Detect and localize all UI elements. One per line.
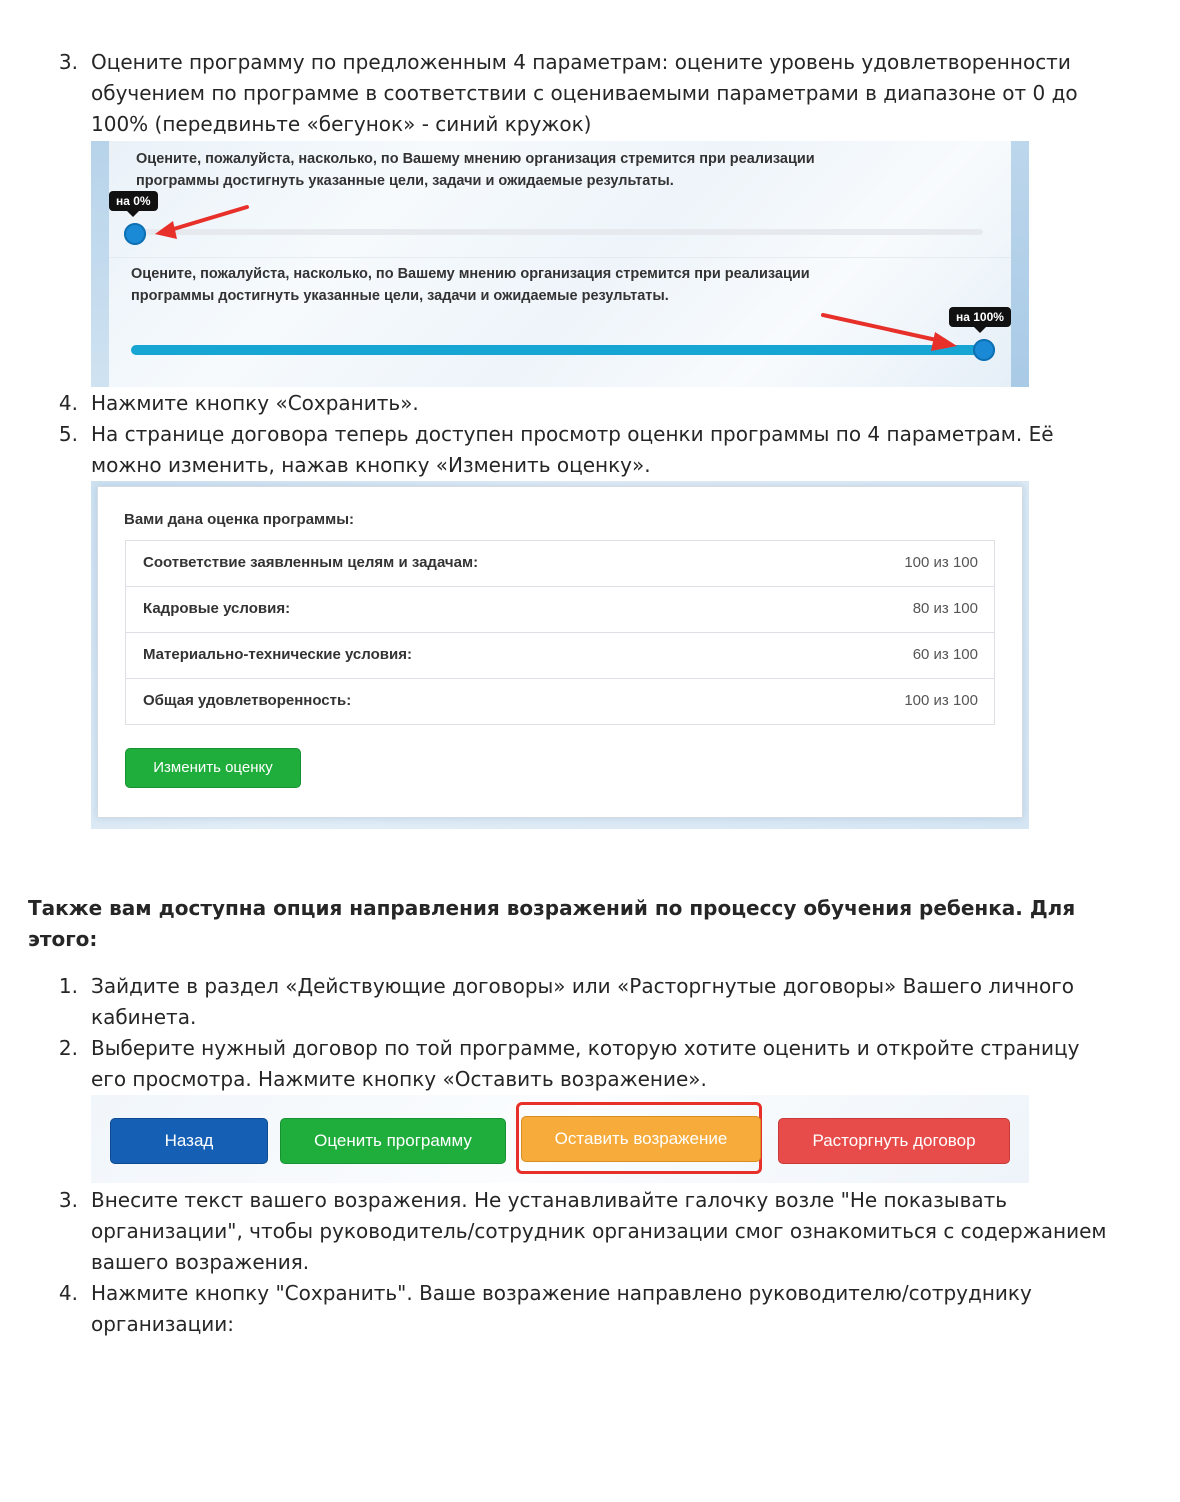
row-label: Общая удовлетворенность:	[143, 692, 352, 709]
question-text: программы достигнуть указанные цели, задачи и ожидаемые результаты.	[131, 288, 669, 304]
list-item-text: кабинета.	[91, 1005, 197, 1029]
list-number: 3.	[58, 1188, 78, 1212]
rating-table	[125, 540, 995, 725]
list-number: 5.	[58, 422, 78, 446]
list-item-text: На странице договора теперь доступен просмотр оценки программы по 4 параметрам. Её	[91, 422, 1054, 446]
list-item-text: Зайдите в раздел «Действующие договоры» или «Расторгнутые договоры» Вашего личного	[91, 974, 1074, 998]
table-row	[126, 541, 994, 587]
question-text: Оцените, пожалуйста, насколько, по Вашему мнению организация стремится при реализации	[136, 151, 815, 167]
row-value: 100 из 100	[904, 692, 978, 709]
slider-track[interactable]	[135, 229, 983, 235]
list-number: 4.	[58, 391, 78, 415]
row-label: Соответствие заявленным целям и задачам:	[143, 554, 479, 571]
rate-program-button[interactable]: Оценить программу	[280, 1118, 506, 1164]
row-value: 60 из 100	[912, 646, 978, 663]
row-label: Кадровые условия:	[143, 600, 291, 617]
red-arrow-icon	[817, 309, 967, 355]
row-value: 100 из 100	[904, 554, 978, 571]
question-text: программы достигнуть указанные цели, задачи и ожидаемые результаты.	[136, 173, 674, 189]
list-item-text: Оцените программу по предложенным 4 параметрам: оцените уровень удовлетворенности	[91, 50, 1071, 74]
slider-tooltip: на 100%	[949, 307, 1011, 327]
slider-handle[interactable]	[124, 223, 146, 245]
list-number: 2.	[58, 1036, 78, 1060]
back-button[interactable]: Назад	[110, 1118, 268, 1164]
row-label: Материально-технические условия:	[143, 646, 412, 663]
row-value: 80 из 100	[912, 600, 978, 617]
table-row	[126, 587, 994, 633]
list-item-text: Нажмите кнопку "Сохранить". Ваше возражение направлено руководителю/сотруднику	[91, 1281, 1032, 1305]
list-number: 3.	[58, 50, 78, 74]
list-item-text: Внесите текст вашего возражения. Не устанавливайте галочку возле "Не показывать	[91, 1188, 1008, 1212]
list-item-text: Нажмите кнопку «Сохранить».	[91, 391, 419, 415]
slider-handle[interactable]	[973, 339, 995, 361]
list-item-text: организации", чтобы руководитель/сотрудник организации смог ознакомиться с содержанием	[91, 1219, 1107, 1243]
slider-tooltip: на 0%	[109, 191, 158, 211]
list-number: 1.	[58, 974, 78, 998]
list-item-text: Выберите нужный договор по той программе, которую хотите оценить и откройте страницу	[91, 1036, 1080, 1060]
list-item-text: можно изменить, нажав кнопку «Изменить оценку».	[91, 453, 651, 477]
red-arrow-icon	[151, 201, 251, 241]
table-row	[126, 679, 994, 725]
rating-title: Вами дана оценка программы:	[124, 511, 355, 528]
question-text: Оцените, пожалуйста, насколько, по Вашему мнению организация стремится при реализации	[131, 266, 810, 282]
list-item-text: обучением по программе в соответствии с оцениваемыми параметрами в диапазоне от 0 до	[91, 81, 1078, 105]
buttons-screenshot	[91, 1095, 1029, 1183]
rating-card	[97, 486, 1023, 818]
list-number: 4.	[58, 1281, 78, 1305]
list-item-text: его просмотра. Нажмите кнопку «Оставить возражение».	[91, 1067, 707, 1091]
section-heading: Также вам доступна опция направления возражений по процессу обучения ребенка. Для	[28, 896, 1076, 920]
terminate-contract-button[interactable]: Расторгнуть договор	[778, 1118, 1010, 1164]
change-rating-button[interactable]: Изменить оценку	[125, 748, 301, 788]
section-heading: этого:	[28, 927, 98, 951]
rating-screenshot	[91, 481, 1029, 829]
list-item-text: вашего возражения.	[91, 1250, 310, 1274]
slider-screenshot	[91, 141, 1029, 387]
table-row	[126, 633, 994, 679]
list-item-text: 100% (передвиньте «бегунок» - синий кружок)	[91, 112, 592, 136]
leave-objection-button[interactable]: Оставить возражение	[521, 1116, 761, 1162]
list-item-text: организации:	[91, 1312, 235, 1336]
